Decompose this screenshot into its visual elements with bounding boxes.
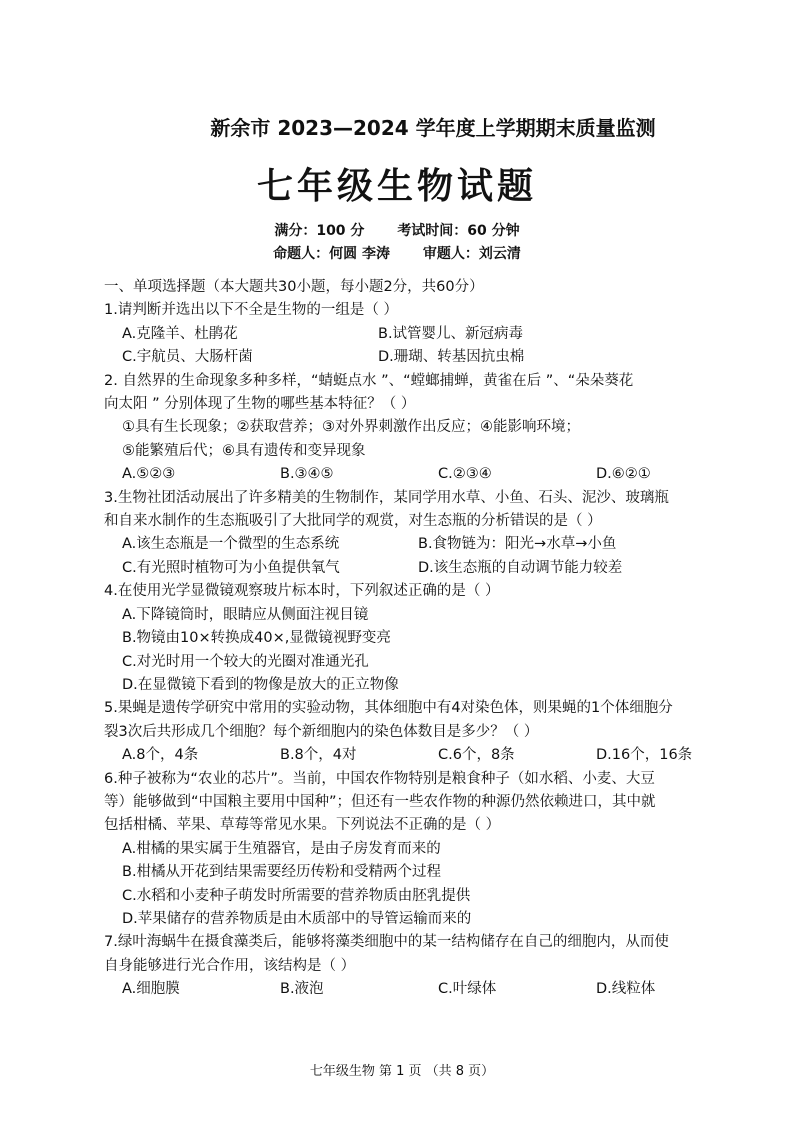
q1-option-d: D.珊瑚、转基因抗虫棉 [378,349,525,366]
full-score: 满分：100 分 [274,223,365,239]
q6-stem-1: 6.种子被称为“农业的芯片”。当前，中国农作物特别是粮食种子（如水稻、小麦、大豆 [104,770,655,787]
q3-options-row2 [106,557,786,580]
q3-stem-2: 和自来水制作的生态瓶吸引了大批同学的观赏，对生态瓶的分析错误的是（ ） [104,513,602,530]
q5-option-d: D.16个，16条 [596,747,693,764]
q4-option-a: A.下降镜筒时，眼睛应从侧面注视目镜 [122,606,369,623]
q2-option-b: B.③④⑤ [280,466,334,483]
section-heading: 一、单项选择题（本大题共30小题，每小题2分，共60分） [104,279,484,295]
q5-option-a: A.8个，4条 [122,747,199,764]
q2-stem-2: 向太阳 ” 分别体现了生物的哪些基本特征？（ ） [104,396,416,413]
q5-stem-2: 裂3次后共形成几个细胞？每个新细胞内的染色体数目是多少？（ ） [104,723,539,740]
exam-header-line: 新余市 2023—2024 学年度上学期期末质量监测 [210,116,656,140]
q5-option-b: B.8个，4对 [280,747,357,764]
q1-stem: 1.请判断并选出以下不全是生物的一组是（ ） [104,302,398,319]
q7-options [106,978,786,1001]
page-footer: 七年级生物 第 1 页 （共 8 页） [309,1064,495,1079]
q1-options-row1 [106,323,786,346]
q2-sub-2: ⑤能繁殖后代；⑥具有遗传和变异现象 [122,442,366,459]
q7-option-a: A.细胞膜 [122,981,180,998]
q6-stem-2: 等）能够做到“中国粮主要用中国种”；但还有一些农作物的种源仍然依赖进口，其中就 [104,793,656,810]
q7-stem-2: 自身能够进行光合作用，该结构是（ ） [104,957,356,974]
q6-option-b: B.柑橘从开花到结果需要经历传粉和受精两个过程 [122,864,442,881]
exam-title: 七年级生物试题 [256,166,537,207]
q3-stem-1: 3.生物社团活动展出了许多精美的生物制作，某同学用水草、小鱼、石头、泥沙、玻璃瓶 [104,489,669,506]
q1-options-row2 [106,346,786,369]
q1-option-a: A.克隆羊、杜鹃花 [122,325,238,342]
setters: 命题人：何圆 李涛 [273,246,390,262]
reviewer: 审题人：刘云清 [422,246,521,262]
q7-option-b: B.液泡 [280,981,324,998]
q3-option-b: B.食物链为：阳光→水草→小鱼 [418,536,617,553]
q3-option-a: A.该生态瓶是一个微型的生态系统 [122,536,340,553]
q5-stem-1: 5.果蝇是遗传学研究中常用的实验动物，其体细胞中有4对染色体，则果蝇的1个体细胞分 [104,700,673,717]
q2-options [106,463,786,486]
q6-option-d: D.苹果储存的营养物质是由木质部中的导管运输而来的 [122,910,472,927]
q1-option-b: B.试管婴儿、新冠病毒 [378,325,524,342]
q1-option-c: C.宇航员、大肠杆菌 [122,349,253,366]
q4-stem: 4.在使用光学显微镜观察玻片标本时，下列叙述正确的是（ ） [104,583,500,600]
q4-option-b: B.物镜由10×转换成40×,显微镜视野变亮 [122,630,391,647]
q6-option-a: A.柑橘的果实属于生殖器官，是由子房发育而来的 [122,840,441,857]
exam-meta-authors [0,243,794,263]
q5-options [106,744,786,767]
q7-option-c: C.叶绿体 [438,981,497,998]
q2-stem-1: 2. 自然界的生命现象多种多样，“蜻蜓点水 ”、“螳螂捕蝉，黄雀在后 ”、“朵朵葵花 [104,372,634,389]
q5-option-c: C.6个，8条 [438,747,515,764]
q4-option-c: C.对光时用一个较大的光圈对准通光孔 [122,653,369,670]
q3-option-c: C.有光照时植物可为小鱼提供氧气 [122,559,340,576]
exam-time: 考试时间：60 分钟 [397,223,520,239]
q7-stem-1: 7.绿叶海蜗牛在摄食藻类后，能够将藻类细胞中的某一结构储存在自己的细胞内，从而使 [104,934,669,951]
q6-stem-3: 包括柑橘、苹果、草莓等常见水果。下列说法不正确的是（ ） [104,817,501,834]
q4-option-d: D.在显微镜下看到的物像是放大的正立物像 [122,676,399,693]
exam-meta-score-time [0,220,794,240]
questions [106,276,786,1002]
q6-option-c: C.水稻和小麦种子萌发时所需要的营养物质由胚乳提供 [122,887,471,904]
q3-options-row1 [106,533,786,556]
q7-option-d: D.线粒体 [596,981,656,998]
q2-option-a: A.⑤②③ [122,466,176,483]
q2-sub-1: ①具有生长现象；②获取营养；③对外界刺激作出反应；④能影响环境； [122,419,580,436]
q2-option-c: C.②③④ [438,466,492,483]
q3-option-d: D.该生态瓶的自动调节能力较差 [418,559,623,576]
q2-option-d: D.⑥②① [596,466,651,483]
